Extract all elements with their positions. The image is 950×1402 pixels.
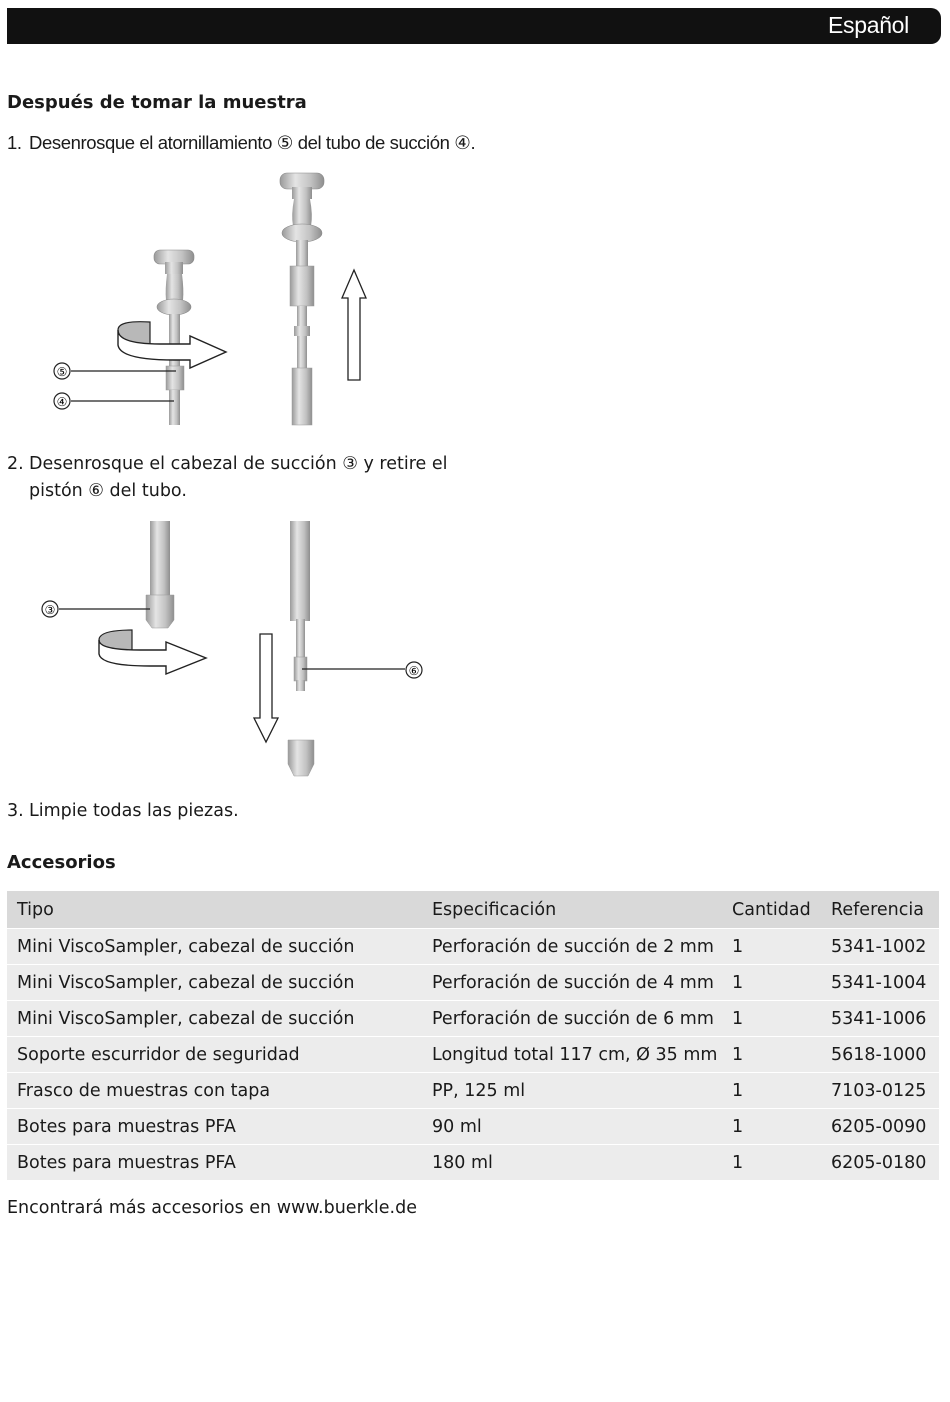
callout-4 [54, 393, 174, 409]
table-row [7, 965, 939, 1001]
column-header-reference: Referencia [821, 891, 939, 929]
cell-specification: Perforación de succión de 2 mm [422, 929, 722, 965]
cell-quantity: 1 [722, 929, 821, 965]
cell-specification: 90 ml [422, 1109, 722, 1145]
language-header-bar [7, 8, 941, 44]
arrow-up-icon [342, 270, 366, 380]
table-row [7, 1001, 939, 1037]
step-2-number: 2. [7, 454, 24, 474]
table-header-row [7, 891, 939, 929]
cell-quantity: 1 [722, 965, 821, 1001]
table-row [7, 1145, 939, 1181]
step-1-number: 1. [7, 132, 22, 153]
rotate-arrow-icon [99, 630, 206, 674]
step-2 [7, 451, 447, 505]
cell-specification: Perforación de succión de 4 mm [422, 965, 722, 1001]
callout-6 [302, 662, 422, 678]
table-row [7, 929, 939, 965]
cell-specification: Perforación de succión de 6 mm [422, 1001, 722, 1037]
table-row [7, 1037, 939, 1073]
cell-reference: 5618-1000 [821, 1037, 939, 1073]
cell-specification: PP, 125 ml [422, 1073, 722, 1109]
cell-quantity: 1 [722, 1037, 821, 1073]
step-2-line-1: Desenrosque el cabezal de succión ③ y retire el [29, 454, 448, 474]
cell-reference: 5341-1004 [821, 965, 939, 1001]
figure-remove-piston [0, 518, 440, 780]
section-title-after-sampling: Después de tomar la muestra [7, 92, 307, 113]
svg-text:⑥: ⑥ [408, 664, 420, 678]
cell-reference: 6205-0180 [821, 1145, 939, 1181]
cell-quantity: 1 [722, 1073, 821, 1109]
cell-reference: 5341-1006 [821, 1001, 939, 1037]
cell-reference: 6205-0090 [821, 1109, 939, 1145]
step-2-line-2: pistón ⑥ del tubo. [29, 481, 187, 501]
accessories-table [7, 891, 939, 1181]
step-1 [7, 129, 475, 156]
more-accessories-note: Encontrará más accesorios en www.buerkle.de [7, 1198, 417, 1218]
sampler-left-illustration [154, 250, 194, 425]
suction-head-illustration [288, 740, 314, 776]
svg-text:③: ③ [44, 603, 56, 617]
callout-5 [54, 363, 176, 379]
cell-type: Botes para muestras PFA [7, 1109, 422, 1145]
column-header-type: Tipo [7, 891, 422, 929]
step-3-text: Limpie todas las piezas. [29, 801, 239, 821]
figure-unscrew-tube [0, 165, 440, 430]
section-title-accessories: Accesorios [7, 852, 116, 873]
step-3 [7, 798, 239, 825]
cell-quantity: 1 [722, 1109, 821, 1145]
cell-type: Mini ViscoSampler, cabezal de succión [7, 929, 422, 965]
cell-type: Soporte escurridor de seguridad [7, 1037, 422, 1073]
callout-3 [42, 601, 150, 617]
cell-type: Botes para muestras PFA [7, 1145, 422, 1181]
column-header-quantity: Cantidad [722, 891, 821, 929]
piston-illustration [290, 521, 310, 691]
svg-text:④: ④ [56, 395, 68, 409]
cell-quantity: 1 [722, 1145, 821, 1181]
cell-type: Mini ViscoSampler, cabezal de succión [7, 1001, 422, 1037]
cell-reference: 5341-1002 [821, 929, 939, 965]
svg-text:⑤: ⑤ [56, 365, 68, 379]
cell-reference: 7103-0125 [821, 1073, 939, 1109]
language-label: Español [827, 12, 909, 38]
table-row [7, 1109, 939, 1145]
arrow-down-icon [254, 634, 278, 742]
sampler-right-illustration [280, 173, 324, 425]
step-3-number: 3. [7, 801, 24, 821]
tube-with-head-illustration [146, 521, 174, 628]
step-1-text: Desenrosque el atornillamiento ⑤ del tubo de succión ④. [29, 132, 476, 153]
cell-specification: 180 ml [422, 1145, 722, 1181]
cell-type: Mini ViscoSampler, cabezal de succión [7, 965, 422, 1001]
table-row [7, 1073, 939, 1109]
column-header-specification: Especificación [422, 891, 722, 929]
cell-specification: Longitud total 117 cm, Ø 35 mm [422, 1037, 722, 1073]
cell-type: Frasco de muestras con tapa [7, 1073, 422, 1109]
cell-quantity: 1 [722, 1001, 821, 1037]
